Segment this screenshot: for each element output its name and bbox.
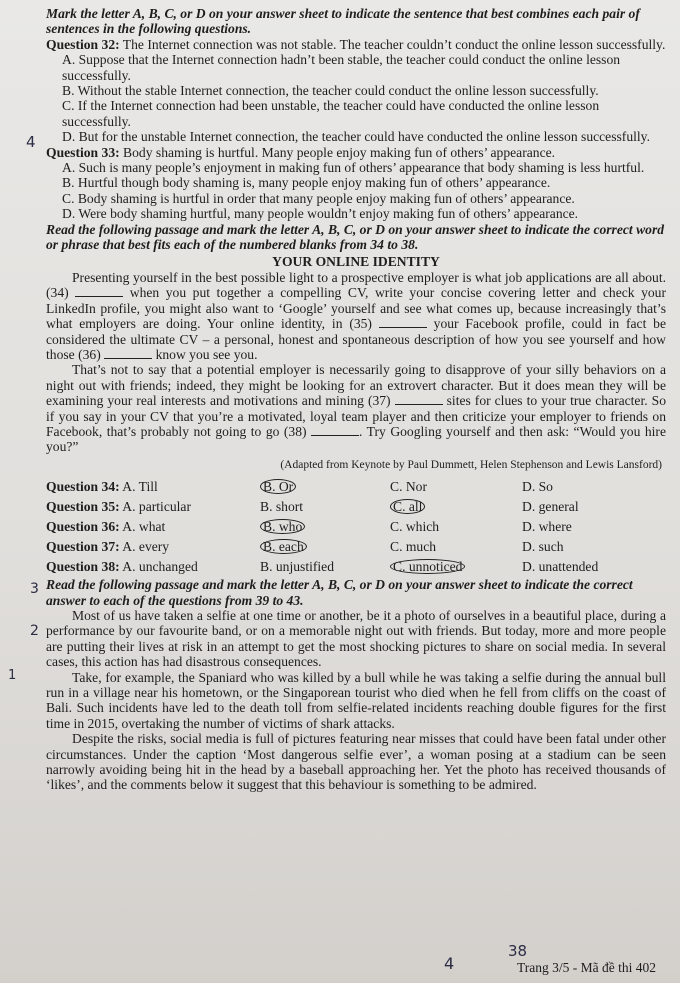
handwritten-number-4: 4: [444, 954, 455, 973]
page-footer: Trang 3/5 - Mã đề thi 402: [517, 959, 656, 975]
answer-37-c: C. much: [390, 539, 437, 555]
p2-text-c: . Try Googling yourself and then ask: “Would you hire you?”: [46, 423, 666, 455]
blank-36: [104, 348, 152, 359]
question-32-option-d: D. But for the unstable Internet connection, the teacher could have conducted the online lesson successfully.: [62, 129, 650, 145]
question-33-number: Question 33:: [46, 144, 120, 160]
answer-34-a: A. Till: [122, 479, 158, 495]
answer-row-37: [46, 537, 666, 557]
answer-37-a: A. every: [122, 539, 170, 555]
answer-row-38: [46, 557, 666, 577]
passage-reference: (Adapted from Keynote by Paul Dummett, Helen Stephenson and Lewis Lansford): [280, 458, 662, 471]
answer-37-label: Question 37:: [46, 539, 120, 555]
blank-35: [379, 317, 427, 328]
handwritten-mark-36: 2: [30, 623, 39, 639]
p1-text-c: your Facebook profile, could in fact be considered the ultimate CV – a personal, honest and spontaneous description of how you see yourself and how those (36): [46, 316, 667, 362]
instruction-combine: Mark the letter A, B, C, or D on your answer sheet to indicate the sentence that best combines each pair of sentences in the following questions.: [46, 6, 640, 37]
answer-options-grid: [46, 477, 666, 577]
question-32-stem: The Internet connection was not stable. The teacher couldn’t conduct the online lesson successfully.: [122, 36, 666, 52]
answer-37-b: B. each: [260, 539, 307, 554]
question-33-option-d: D. Were body shaming hurtful, many people wouldn’t enjoy making fun of others’ appearance.: [62, 206, 579, 222]
passage2-paragraph-2: Take, for example, the Spaniard who was killed by a bull while he was taking a selfie during the annual bull run in a village near his hometown, or the Singaporean tourist who died when he fell from cliffs on the coast of Bali. Such incidents have led to the death toll from selfie-related incidents reaching double figures for the first time in 2015, overtaking the number of victims of shark attacks.: [46, 669, 666, 731]
answer-35-a: A. particular: [122, 499, 191, 515]
question-32-number: Question 32:: [46, 36, 120, 52]
handwritten-mark-38: 1: [8, 668, 17, 683]
answer-38-b: B. unjustified: [260, 559, 335, 575]
instruction-cloze: Read the following passage and mark the letter A, B, C, or D on your answer sheet to indicate the correct word or phrase that best fits each of the numbered blanks from 34 to 38.: [46, 221, 665, 253]
answer-34-b: B. Or: [260, 479, 296, 494]
answer-34-label: Question 34:: [46, 479, 120, 495]
handwritten-mark-32: 4: [26, 133, 36, 151]
question-33-option-a: A. Such is many people’s enjoyment in making fun of others’ appearance that body shaming is less hurtful.: [62, 160, 645, 176]
passage-title: YOUR ONLINE IDENTITY: [272, 253, 440, 269]
answer-36-c: C. which: [390, 519, 440, 535]
passage1-paragraph-2: [46, 362, 666, 454]
handwritten-number-38: 38: [508, 942, 528, 960]
answer-36-a: A. what: [122, 519, 166, 535]
question-33-stem: Body shaming is hurtful. Many people enjoy making fun of others’ appearance.: [123, 144, 556, 160]
answer-38-a: A. unchanged: [122, 559, 198, 575]
answer-34-c: C. Nor: [390, 479, 428, 495]
answer-35-c: C. all: [390, 499, 425, 514]
question-33-option-b: B. Hurtful though body shaming is, many people enjoy making fun of others’ appearance.: [62, 175, 551, 191]
passage2-paragraph-3: Despite the risks, social media is full of pictures featuring near misses that could have been fatal under other circumstances. Under the caption ‘Most dangerous selfie ever’, a woman posing at a stadium can be seen narrowly avoiding being hit in the head by a baseball approaching her. Yet the photo has received thousands of ‘likes’, and the comments below it suggest that this behaviour is something to be admired.: [46, 731, 666, 793]
question-32-option-c: C. If the Internet connection had been unstable, the teacher could have conducted the online lesson successfully.: [62, 98, 600, 129]
question-32-option-a: A. Suppose that the Internet connection hadn’t been stable, the teacher could conduct the online lesson successfully.: [62, 52, 621, 83]
answer-37-d: D. such: [522, 539, 564, 555]
answer-row-34: [46, 477, 666, 497]
blank-38: [311, 425, 359, 436]
p1-text-a: Presenting yourself in the best possible light to a prospective employer is what job applications are all about. (34): [46, 269, 666, 301]
blank-37: [395, 394, 443, 405]
p1-text-d: know you see you.: [155, 346, 258, 362]
question-33: [46, 145, 666, 222]
answer-35-d: D. general: [522, 499, 579, 515]
blank-34: [75, 286, 123, 297]
p2-text-b: sites for clues to your true character. So if you say in your CV that you’re a motivated, loyal team player and then criticize your employer to friends on Facebook, that’s probably not going to go (38): [46, 393, 667, 439]
answer-row-36: [46, 517, 666, 537]
question-32: [46, 37, 666, 145]
answer-34-d: D. So: [522, 479, 553, 495]
answer-35-b: B. short: [260, 499, 304, 515]
answer-36-label: Question 36:: [46, 519, 120, 535]
answer-35-label: Question 35:: [46, 499, 120, 515]
answer-38-label: Question 38:: [46, 559, 120, 575]
p2-text-a: That’s not to say that a potential employer is necessarily going to disapprove of your silly behaviors on a night out with friends; indeed, they might be looking for an extrovert character. But it does mean they will be examining your real interests and motivations and mining (37): [46, 362, 666, 409]
question-32-option-b: B. Without the stable Internet connection, the teacher could conduct the online lesson successfully.: [62, 83, 599, 99]
question-33-option-c: C. Body shaming is hurtful in order that many people enjoy making fun of others’ appearance.: [62, 190, 575, 206]
passage1-paragraph-1: [46, 270, 666, 362]
handwritten-mark-34: 3: [30, 581, 39, 597]
p1-text-b: when you put together a compelling CV, write your concise covering letter and check your LinkedIn profile, you might also want to ‘Google’ yourself and see what comes up, because increasingly that’s what employers are doing. Your online identity, in (35): [46, 285, 667, 332]
passage2-paragraph-1: Most of us have taken a selfie at one time or another, be it a photo of ourselves in a beautiful place, during a performance by our favourite band, or on a memorable night out with friends. But today, more and more people are putting their lives at risk in an attempt to get the most shocking pictures to share on social media. In several cases, this action has had disastrous consequences.: [46, 608, 666, 670]
answer-36-d: D. where: [522, 519, 572, 535]
answer-row-35: [46, 497, 666, 517]
instruction-reading: Read the following passage and mark the letter A, B, C, or D on your answer sheet to indicate the correct answer to each of the questions from 39 to 43.: [46, 577, 633, 608]
answer-38-c: C. unnoticed: [390, 559, 465, 574]
answer-38-d: D. unattended: [522, 559, 599, 575]
answer-36-b: B. who: [260, 519, 305, 534]
